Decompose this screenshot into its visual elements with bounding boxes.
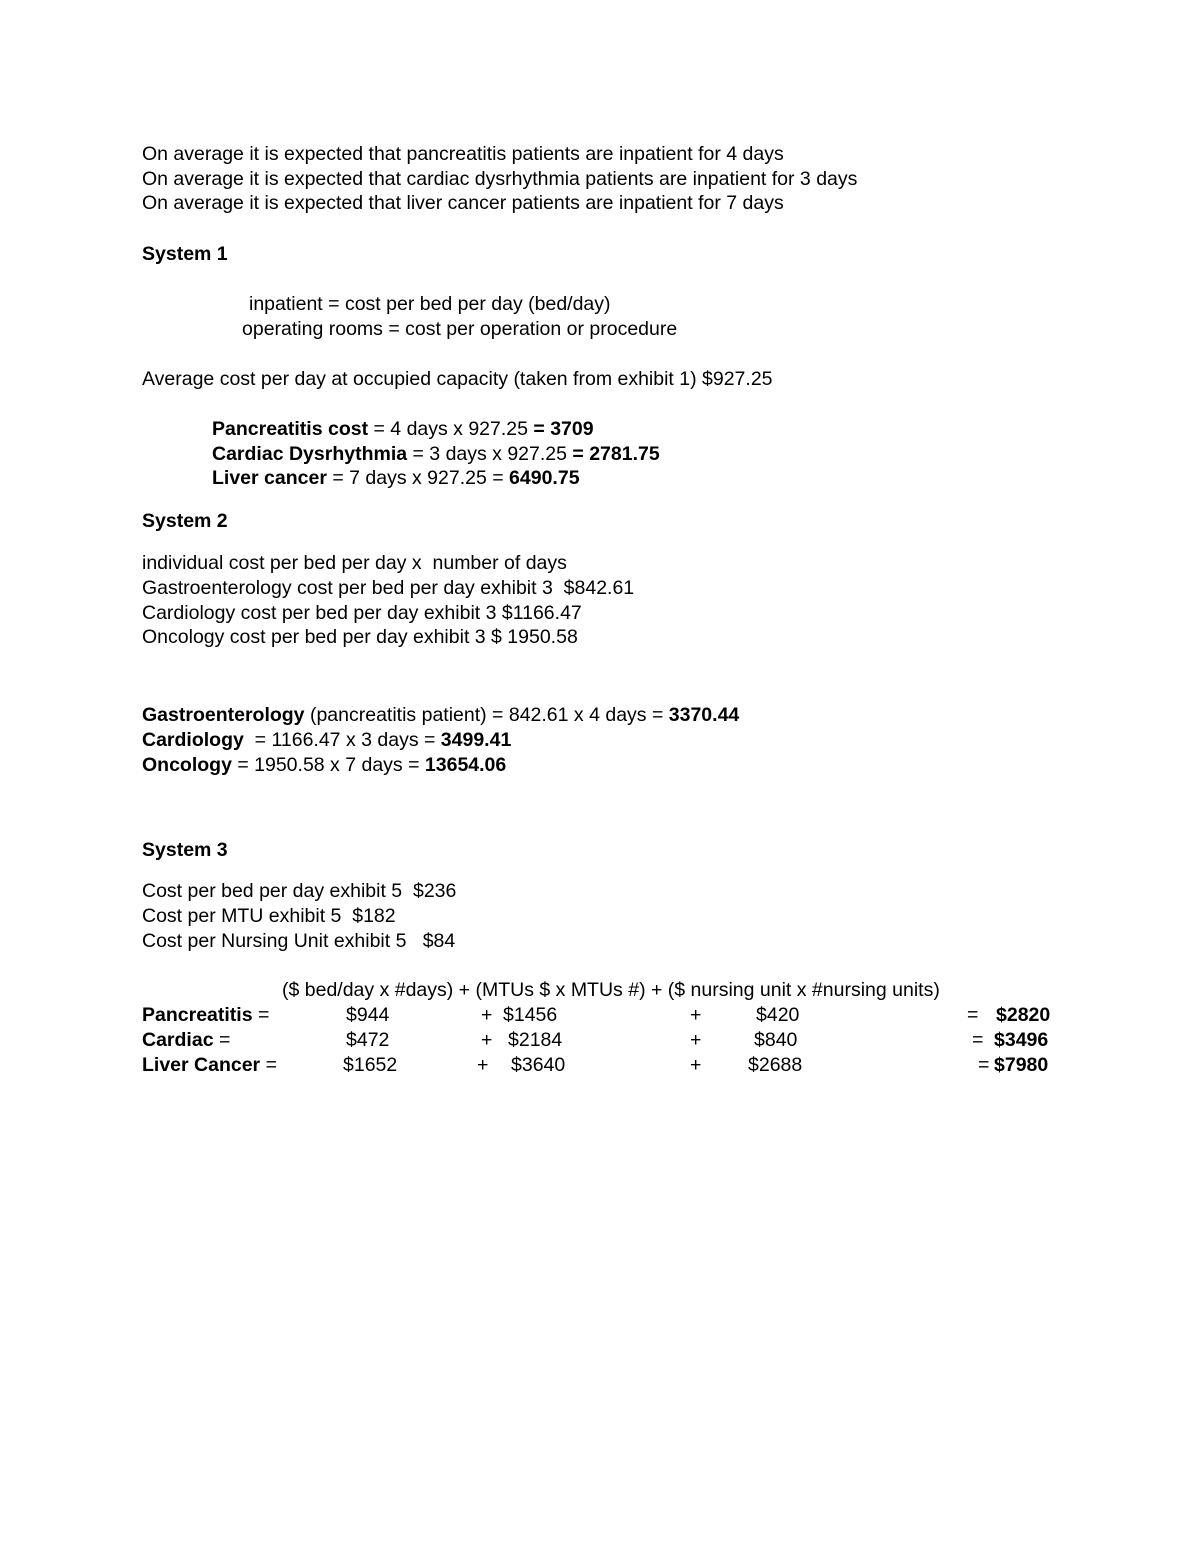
system3-plus: +: [481, 1004, 493, 1026]
system1-average: Average cost per day at occupied capacity (taken from exhibit 1) $927.25: [142, 368, 773, 390]
system3-row-label: Pancreatitis =: [142, 1004, 270, 1026]
system3-plus: +: [690, 1004, 702, 1026]
system2-line: individual cost per bed per day x number of days: [142, 552, 567, 574]
system3-plus: +: [690, 1054, 702, 1076]
system3-heading: System 3: [142, 839, 228, 861]
system3-nursing-cost: $840: [754, 1029, 798, 1051]
system3-total: $3496: [994, 1029, 1049, 1051]
system3-mtu-cost: $3640: [511, 1054, 566, 1076]
system2-line: Gastroenterology cost per bed per day exhibit 3 $842.61: [142, 577, 635, 599]
system3-plus: +: [690, 1029, 702, 1051]
row-label: Pancreatitis cost: [212, 418, 369, 440]
system3-line: Cost per bed per day exhibit 5 $236: [142, 880, 457, 902]
system3-total: $2820: [996, 1004, 1051, 1026]
system1-def-operating: operating rooms = cost per operation or procedure: [242, 318, 678, 340]
row-formula: = 1950.58 x 7 days =: [231, 754, 425, 776]
system3-nursing-cost: $2688: [748, 1054, 803, 1076]
row-label: Liver cancer: [212, 467, 327, 489]
row-formula: = 4 days x 927.25: [368, 418, 534, 440]
system3-line: Cost per Nursing Unit exhibit 5 $84: [142, 930, 456, 952]
system3-bed-cost: $472: [346, 1029, 390, 1051]
row-label: Cardiology: [142, 729, 244, 751]
system3-equals: =: [967, 1004, 979, 1026]
intro-line-liver: On average it is expected that liver cancer patients are inpatient for 7 days: [142, 192, 784, 214]
row-formula: = 7 days x 927.25 =: [326, 467, 510, 489]
system1-heading: System 1: [142, 243, 228, 265]
system3-bed-cost: $944: [346, 1004, 390, 1026]
row-result: 13654.06: [424, 754, 507, 776]
system3-row-label: Liver Cancer =: [142, 1054, 277, 1076]
row-label: Gastroenterology: [142, 704, 305, 726]
system3-line: Cost per MTU exhibit 5 $182: [142, 905, 396, 927]
system1-row-liver: [212, 469, 580, 489]
system3-bed-cost: $1652: [343, 1054, 398, 1076]
system3-row-label: Cardiac =: [142, 1029, 231, 1051]
system3-plus: +: [481, 1029, 493, 1051]
row-result: = 2781.75: [572, 443, 660, 465]
row-result: 6490.75: [509, 467, 580, 489]
row-result: 3499.41: [440, 729, 512, 751]
row-label: Cardiac Dysrhythmia: [212, 443, 408, 465]
system2-row-oncology: [142, 756, 506, 776]
intro-line-cardiac: On average it is expected that cardiac dysrhythmia patients are inpatient for 3 days: [142, 168, 858, 190]
system2-line: Oncology cost per bed per day exhibit 3 $ 1950.58: [142, 626, 578, 648]
system3-mtu-cost: $2184: [508, 1029, 563, 1051]
system3-equals: =: [978, 1054, 990, 1076]
row-formula: = 1166.47 x 3 days =: [243, 729, 441, 751]
system3-total: $7980: [994, 1054, 1049, 1076]
system2-line: Cardiology cost per bed per day exhibit 3 $1166.47: [142, 602, 582, 624]
system1-row-pancreatitis: [212, 420, 594, 440]
system1-def-inpatient: inpatient = cost per bed per day (bed/day): [249, 293, 611, 315]
system3-nursing-cost: $420: [756, 1004, 800, 1026]
row-formula: = 3 days x 927.25: [407, 443, 573, 465]
system2-row-cardiology: [142, 731, 511, 751]
row-result: = 3709: [533, 418, 594, 440]
row-label: Oncology: [142, 754, 232, 776]
system2-row-gastro: [142, 706, 739, 726]
intro-line-pancreatitis: On average it is expected that pancreatitis patients are inpatient for 4 days: [142, 143, 784, 165]
row-result: 3370.44: [668, 704, 740, 726]
row-formula: (pancreatitis patient) = 842.61 x 4 days =: [304, 704, 669, 726]
system2-heading: System 2: [142, 510, 228, 532]
system3-plus: +: [477, 1054, 489, 1076]
system3-mtu-cost: $1456: [503, 1004, 558, 1026]
system1-row-cardiac: [212, 445, 660, 465]
system3-formula-header: ($ bed/day x #days) + (MTUs $ x MTUs #) + ($ nursing unit x #nursing units): [282, 979, 940, 1001]
system3-equals: =: [972, 1029, 984, 1051]
